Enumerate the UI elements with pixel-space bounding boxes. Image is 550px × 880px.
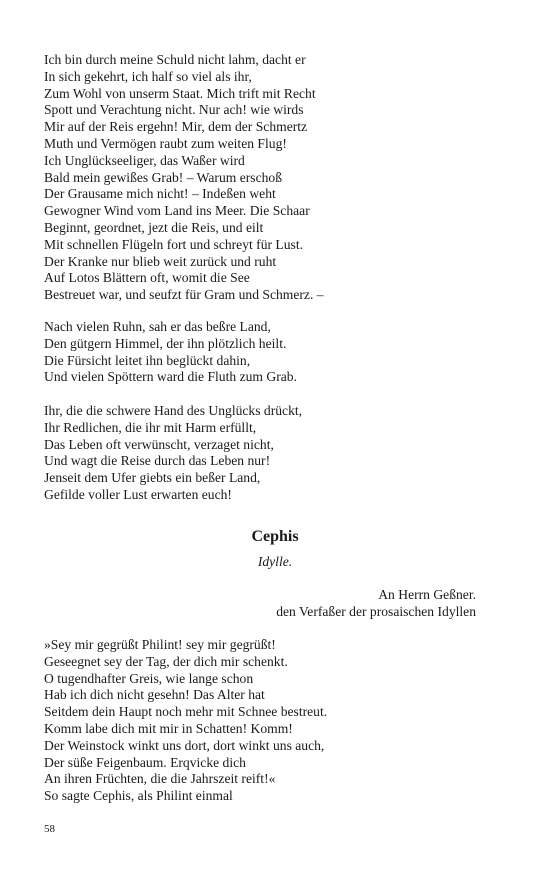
- verse-line: Jenseit dem Ufer giebts ein beßer Land,: [44, 470, 261, 486]
- verse-line: Spott und Verachtung nicht. Nur ach! wie wirds: [44, 102, 304, 118]
- verse-line: »Sey mir gegrüßt Philint! sey mir gegrüßt!: [44, 637, 276, 652]
- verse-line: Hab ich dich nicht gesehn! Das Alter hat: [44, 687, 265, 703]
- stanza-4: [44, 637, 327, 805]
- verse-line: Ihr Redlichen, die ihr mit Harm erfüllt,: [44, 419, 257, 435]
- verse-line: Mit schnellen Flügeln fort und schreyt für Lust.: [44, 236, 303, 252]
- verse-line: Und vielen Spöttern ward die Fluth zum Grab.: [44, 369, 297, 385]
- verse-line: Nach vielen Ruhn, sah er das beßre Land,: [44, 319, 271, 334]
- stanza-3: [44, 403, 302, 504]
- verse-line: Der Kranke nur blieb weit zurück und ruht: [44, 253, 277, 269]
- stanza-1: [44, 52, 324, 304]
- dedication: [276, 587, 476, 621]
- verse-line: Die Fürsicht leitet ihn beglückt dahin,: [44, 352, 251, 368]
- verse-line: Der süße Feigenbaum. Erqvicke dich: [44, 754, 246, 770]
- verse-line: Ich Unglückseeliger, das Waßer wird: [44, 152, 245, 168]
- verse-line: So sagte Cephis, als Philint einmal: [44, 788, 233, 804]
- verse-line: Das Leben oft verwünscht, verzaget nicht,: [44, 436, 274, 452]
- poem-subtitle: Idylle.: [257, 554, 293, 569]
- verse-line: Ihr, die die schwere Hand des Unglücks drückt,: [44, 403, 303, 418]
- verse-line: Gefilde voller Lust erwarten euch!: [44, 486, 232, 502]
- verse-line: Bald mein gewißes Grab! – Warum erschoß: [44, 169, 282, 185]
- page-number: 58: [44, 823, 55, 835]
- verse-line: Und wagt die Reise durch das Leben nur!: [44, 453, 271, 469]
- verse-line: In sich gekehrt, ich half so viel als ihr,: [44, 68, 252, 84]
- verse-line: Zum Wohl von unserm Staat. Mich trift mit Recht: [44, 85, 316, 101]
- verse-line: Der Grausame mich nicht! – Indeßen weht: [44, 186, 276, 202]
- verse-line: Geseegnet sey der Tag, der dich mir schenkt.: [44, 653, 288, 669]
- verse-line: Muth und Vermögen raubt zum weiten Flug!: [44, 135, 287, 151]
- dedication-line: den Verfaßer der prosaischen Idyllen: [276, 603, 476, 619]
- verse-line: An ihren Früchten, die die Jahrszeit reift!«: [44, 771, 276, 787]
- verse-line: O tugendhafter Greis, wie lange schon: [44, 670, 254, 686]
- verse-line: Seitdem dein Haupt noch mehr mit Schnee bestreut.: [44, 704, 328, 720]
- verse-line: Beginnt, geordnet, jezt die Reis, und eilt: [44, 219, 264, 235]
- verse-line: Komm labe dich mit mir in Schatten! Komm!: [44, 720, 293, 736]
- verse-line: Der Weinstock winkt uns dort, dort winkt uns auch,: [44, 737, 325, 753]
- dedication-line: An Herrn Geßner.: [378, 587, 476, 602]
- poem-title: Cephis: [251, 528, 299, 545]
- verse-line: Gewogner Wind vom Land ins Meer. Die Schaar: [44, 203, 310, 219]
- verse-line: Auf Lotos Blättern oft, womit die See: [44, 270, 250, 286]
- verse-line: Mir auf der Reis ergehn! Mir, dem der Schmertz: [44, 119, 308, 135]
- verse-line: Bestreuet war, und seufzt für Gram und Schmerz. –: [44, 287, 324, 303]
- verse-line: Den gütgern Himmel, der ihn plötzlich heilt.: [44, 335, 287, 351]
- stanza-2: [44, 319, 297, 386]
- verse-line: Ich bin durch meine Schuld nicht lahm, dacht er: [44, 52, 306, 67]
